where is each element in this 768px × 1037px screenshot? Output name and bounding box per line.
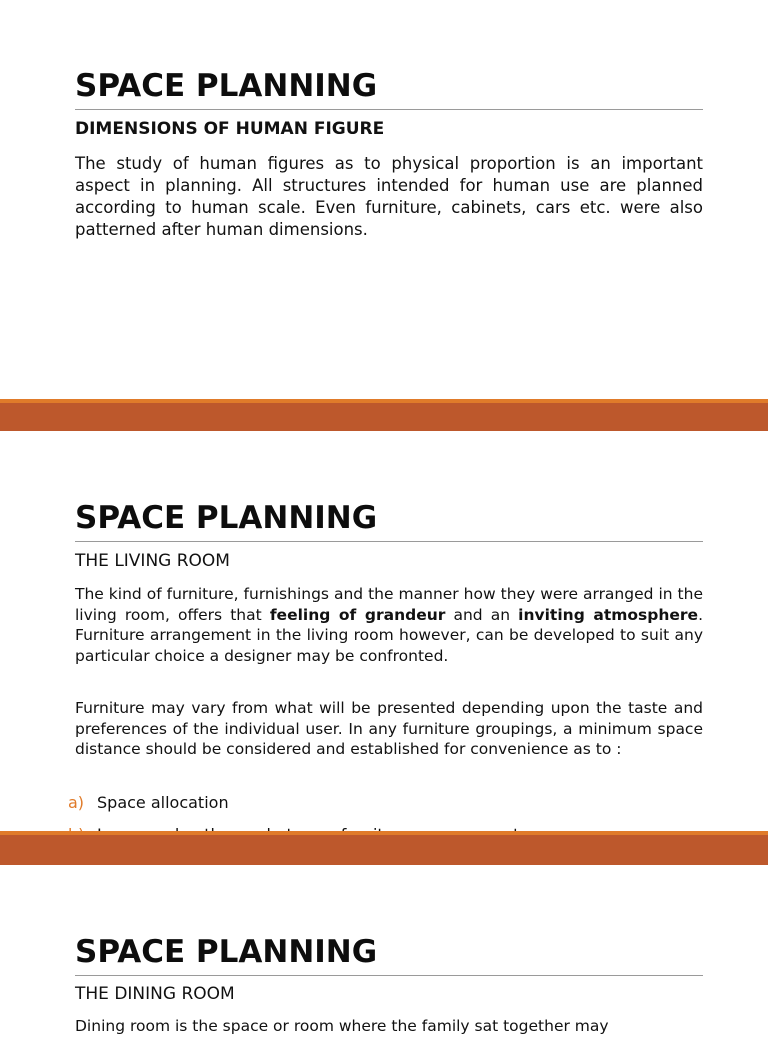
slide-1-subtitle: DIMENSIONS OF HUMAN FIGURE	[75, 119, 385, 139]
p1-text-c: . Furniture arrangement in the living room however, can be developed to suit any particular choice a designer may be confronted.	[75, 605, 703, 665]
slide-3-divider	[75, 975, 703, 976]
slide-separator-1	[0, 399, 768, 431]
list-item-text: Space allocation	[97, 793, 229, 812]
slide-3-subtitle: THE DINING ROOM	[75, 984, 235, 1004]
slide-2-subtitle: THE LIVING ROOM	[75, 551, 230, 571]
slide-1-divider	[75, 109, 703, 110]
slide-separator-2	[0, 831, 768, 865]
list-marker: a)	[68, 793, 85, 812]
slide-1-paragraph: The study of human figures as to physical proportion is an important aspect in planning. All structures intended for human use are planned according to human scale. Even furniture, cabinets, cars etc. were also patterned after human dimensions.	[75, 154, 703, 239]
slide-3-paragraph: Dining room is the space or room where the family sat together may	[75, 1017, 609, 1035]
slide-2-paragraph-1	[75, 584, 703, 666]
slide-1	[0, 0, 768, 400]
slide-1-title: SPACE PLANNING	[75, 68, 378, 104]
list-item	[68, 793, 229, 812]
slide-3-title: SPACE PLANNING	[75, 934, 378, 970]
slide-2-title: SPACE PLANNING	[75, 500, 378, 536]
slide-2-paragraph-2: Furniture may vary from what will be presented depending upon the taste and preferences of the individual user. In any furniture groupings, a minimum space distance should be considered and established for convenience as to :	[75, 699, 703, 758]
p1-bold-atmosphere: inviting atmosphere	[518, 605, 699, 624]
p1-text-b: and an	[445, 605, 519, 624]
slide-3	[0, 865, 768, 1035]
slide-2-divider	[75, 541, 703, 542]
p1-bold-feeling: feeling of grandeur	[269, 605, 446, 624]
p1-text-a: The kind of furniture, furnishings and the manner how they were arranged in the living room, offers that	[75, 585, 703, 624]
slide-2	[0, 431, 768, 831]
